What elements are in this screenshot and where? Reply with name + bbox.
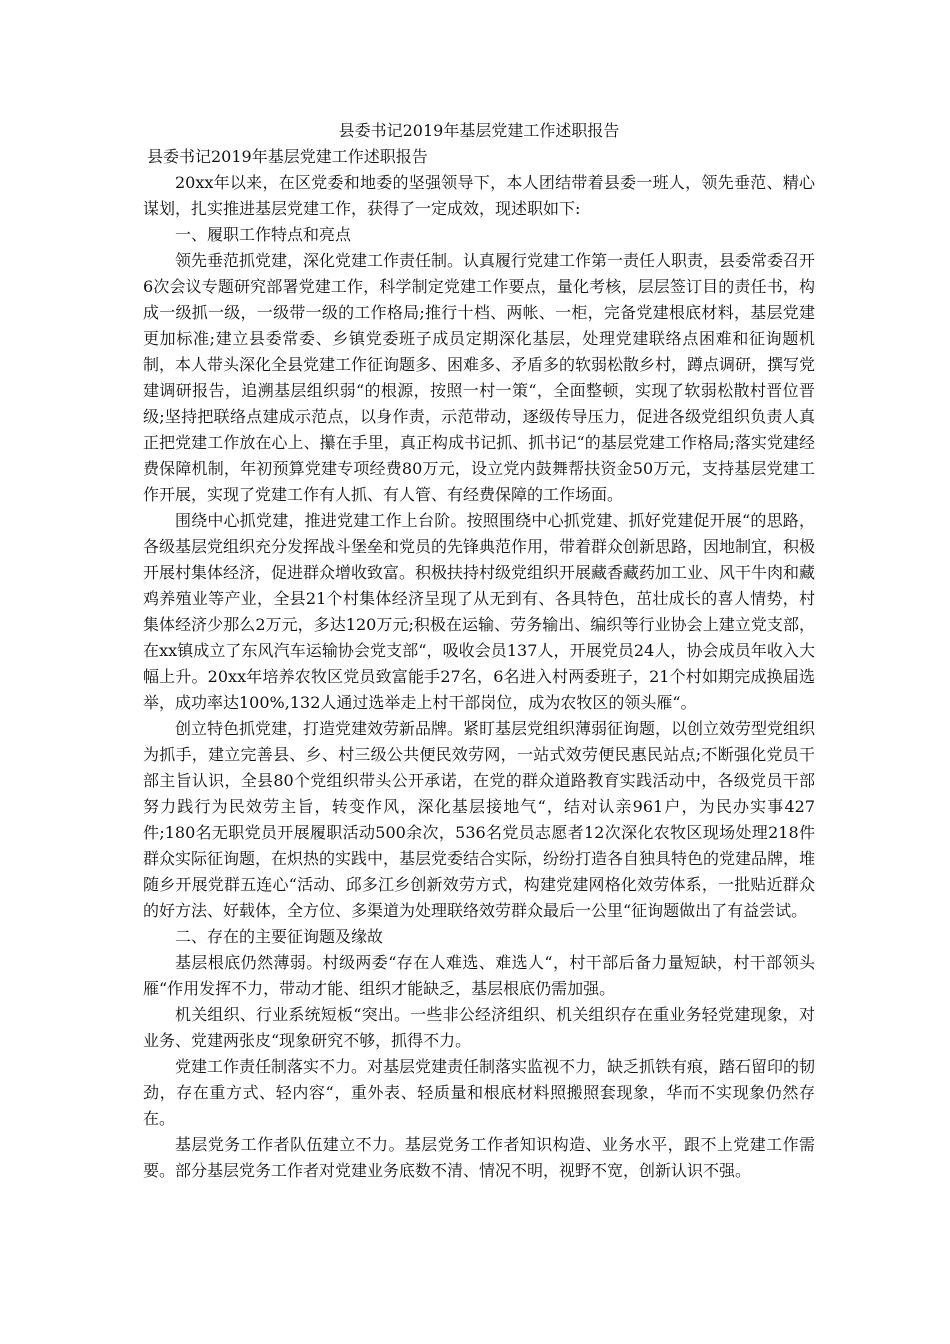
document-title: 县委书记2019年基层党建工作述职报告 (338, 121, 620, 140)
paragraph: 创立特色抓党建，打造党建效劳新品牌。紧盯基层党组织薄弱征询题，以创立效劳型党组织为抓手，建立完善县、乡、村三级公共便民效劳网，一站式效劳便民惠民站点;不断强化党员干部主旨认识，全县80个党组织带头公开承诺，在党的群众道路教育实践活动中，各级党员干部努力践行为民效劳主旨，转变作风，深化基层接地气“，结对认亲961户，为民办实事427件;180名无职党员开展履职活动500余次，536名党员志愿者12次深化农牧区现场处理218件群众实际征询题，在炽热的实践中，基层党委结合实际，纷纷打造各自独具特色的党建品牌，堆随乡开展党群五连心“活动、邱多江乡创新效劳方式，构建党建网格化效劳体系，一批贴近群众的好方法、好载体，全方位、多渠道为处理联络效劳群众最后一公里“征询题做出了有益尝试。 (143, 719, 816, 920)
paragraph: 机关组织、行业系统短板“突出。一些非公经济组织、机关组织存在重业务轻党建现象，对业务、党建两张皮“现象研究不够，抓得不力。 (143, 1005, 815, 1050)
paragraph: 基层党务工作者队伍建立不力。基层党务工作者知识构造、业务水平，跟不上党建工作需要。部分基层党务工作者对党建业务底数不清、情况不明，视野不宽，创新认识不强。 (143, 1135, 815, 1180)
paragraph-intro: 20xx年以来，在区党委和地委的坚强领导下，本人团结带着县委一班人，领先垂范、精心谋划，扎实推进基层党建工作，获得了一定成效，现述职如下: (143, 173, 815, 218)
paragraph: 党建工作责任制落实不力。对基层党建责任制落实监视不力，缺乏抓铁有痕，踏石留印的韧劲，存在重方式、轻内容“，重外表、轻质量和根底材料照搬照套现象，华而不实现象仍然存在。 (143, 1057, 816, 1128)
document-page (143, 118, 815, 1184)
paragraph: 领先垂范抓党建，深化党建工作责任制。认真履行党建工作第一责任人职责，县委常委召开6次会议专题研究部署党建工作，科学制定党建工作要点，量化考核，层层签订目的责任书，构成一级抓一级，一级带一级的工作格局;推行十档、两帐、一柜，完备党建根底材料，基层党建更加标准;建立县委常委、乡镇党委班子成员定期深化基层，处理党建联络点困难和征询题机制，本人带头深化全县党建工作征询题多、困难多、矛盾多的软弱松散乡村，蹲点调研，撰写党建调研报告，追溯基层组织弱“的根源，按照一村一策“，全面整顿，实现了软弱松散村晋位晋级;坚持把联络点建成示范点，以身作责，示范带动，逐级传导压力，促进各级党组织负责人真正把党建工作放在心上、攥在手里，真正构成书记抓、抓书记“的基层党建工作格局;落实党建经费保障机制，年初预算党建专项经费80万元，设立党内鼓舞帮扶资金50万元，支持基层党建工作开展，实现了党建工作有人抓、有人管、有经费保障的工作场面。 (143, 251, 816, 504)
section-heading-2: 二、存在的主要征询题及缘故 (175, 927, 384, 946)
document-subtitle: 县委书记2019年基层党建工作述职报告 (147, 147, 428, 166)
paragraph: 围绕中心抓党建，推进党建工作上台阶。按照围绕中心抓党建、抓好党建促开展“的思路，各级基层党组织充分发挥战斗堡垒和党员的先锋典范作用，带着群众创新思路，因地制宜，积极开展村集体经济，促进群众增收致富。积极扶持村级党组织开展藏香藏药加工业、风干牛肉和藏鸡养殖业等产业，全县21个村集体经济呈现了从无到有、各具特色，茁壮成长的喜人情势，村集体经济少那么2万元，多达120万元;积极在运输、劳务输出、编织等行业协会上建立党支部，在xx镇成立了东风汽车运输协会党支部“，吸收会员137人，开展党员24人，协会成员年收入大幅上升。20xx年培养农牧区党员致富能手27名，6名进入村两委班子，21个村如期完成换届选举，成功率达100%,132人通过选举走上村干部岗位，成为农牧区的领头雁“。 (143, 511, 816, 712)
paragraph: 基层根底仍然薄弱。村级两委“存在人难选、难选人“，村干部后备力量短缺，村干部领头雁“作用发挥不力，带动才能、组织才能缺乏，基层根底仍需加强。 (143, 953, 815, 998)
section-heading-1: 一、履职工作特点和亮点 (175, 225, 352, 244)
